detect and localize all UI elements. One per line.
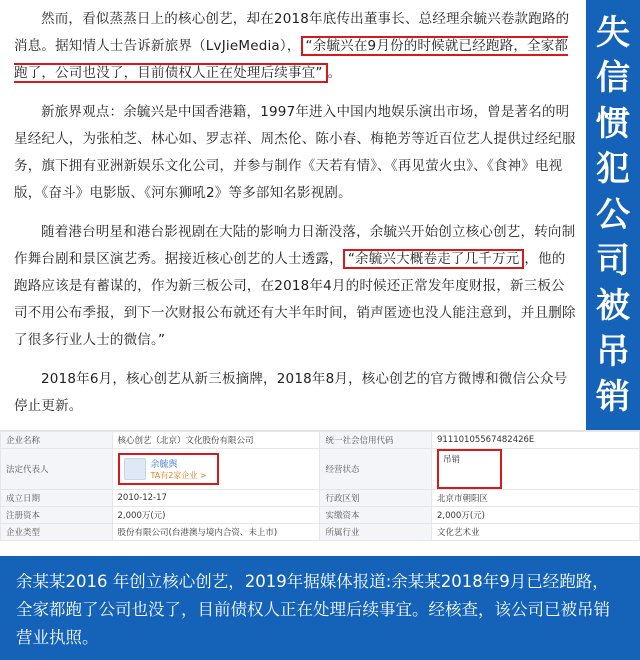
table-row (1, 507, 640, 524)
bottom-summary-banner (0, 556, 640, 660)
banner-char: 犯 (596, 149, 630, 190)
info-table (0, 431, 640, 541)
table-row (1, 432, 640, 449)
field-value: 股份有限公司(台港澳与境内合资、未上市) (112, 524, 320, 541)
field-label: 经营状态 (320, 449, 432, 490)
banner-char: 失 (596, 12, 630, 53)
banner-char: 吊 (596, 331, 630, 372)
field-label: 企业类型 (1, 524, 113, 541)
person-info (151, 457, 207, 481)
field-value: 核心创艺（北京）文化股份有限公司 (112, 432, 320, 449)
quote-highlight-box: “余毓兴在9月份的时候就已经跑路，全家都跑了，公司也没了，目前债权人正在处理后续事宜” (14, 38, 569, 81)
field-value (432, 449, 640, 490)
legal-representative-highlight[interactable] (118, 453, 219, 485)
article-paragraph-2 (14, 99, 578, 207)
field-label: 企业名称 (1, 432, 113, 449)
field-label: 所属行业 (320, 524, 432, 541)
field-value: 文化艺术业 (432, 524, 640, 541)
field-label: 注册资本 (1, 507, 113, 524)
banner-char: 信 (596, 58, 630, 99)
table-row (1, 490, 640, 507)
legal-representative-cell (112, 449, 320, 490)
field-value: 91110105567482426E (432, 432, 640, 449)
field-label: 成立日期 (1, 490, 113, 507)
legal-representative-name[interactable]: 余毓舆 (150, 460, 178, 470)
banner-char: 销 (596, 377, 630, 418)
table-row (1, 524, 640, 541)
field-value: 2,000万(元) (432, 507, 640, 524)
side-title-banner (586, 0, 640, 430)
company-info-table (0, 430, 640, 557)
summary-text: 余某某2016 年创立核心创艺，2019年据媒体报道:余某某2018年9月已经跑路，全家都跑了公司也没了，目前债权人正在处理后续事宜。经核查，该公司已被吊销营业执照。 (16, 572, 610, 647)
paragraph-text: 随着港台明星和港台影视剧在大陆的影响力日渐没落，余毓兴开始创立核心创艺，转向制作舞台剧和景区演艺秀。据接近核心创艺的人士透露， (14, 224, 576, 267)
field-label: 统一社会信用代码 (320, 432, 432, 449)
paragraph-text: 2018年6月，核心创艺从新三板摘牌，2018年8月，核心创艺的官方微博和微信公众号停止更新。 (14, 371, 568, 414)
field-value: 2,000万(元) (112, 507, 320, 524)
banner-char: 公 (596, 194, 630, 235)
banner-char: 被 (596, 286, 630, 327)
field-value: 北京市朝阳区 (432, 490, 640, 507)
paragraph-text: 新旅界观点：余毓兴是中国香港籍，1997年进入中国内地娱乐演出市场，曾是著名的明星经纪人，为张柏芝、林心如、罗志祥、周杰伦、陈小春、梅艳芳等近百位艺人提供过经纪服务，旗下拥有亚洲新娱乐文化公司，并参与制作《天若有情》、《再见萤火虫》、《食神》电视版，《奋斗》电影版、《河东狮吼2》等多部知名影视剧。 (14, 104, 576, 201)
status-highlight-box: 吊销 (437, 449, 502, 489)
article-paragraph-1 (14, 6, 578, 87)
paragraph-text: 然而，看似蒸蒸日上的核心创艺，却在2018年底传出董事长、总经理余毓兴卷款跑路的消息。据知情人士告诉新旅界（LvJieMedia）， (14, 11, 570, 54)
article-paragraph-3 (14, 219, 578, 354)
paragraph-text: 。 (327, 65, 342, 81)
banner-char: 司 (596, 240, 630, 281)
banner-char: 惯 (596, 103, 630, 144)
avatar (124, 458, 146, 480)
field-label: 行政区划 (320, 490, 432, 507)
quote-highlight-box: “余毓兴大概卷走了几千万元 (343, 249, 525, 269)
field-label: 实缴资本 (320, 507, 432, 524)
article-paragraph-4 (14, 366, 578, 420)
paragraph-text: ，他的跑路应该是有蓄谋的，作为新三板公司，在2018年4月的时候还正常发年度财报，新三板公司不用公布季报，到下一次财报公布就还有大半年时间，销声匿迹也没人能注意到，并且删除了很多行业人士的微信。” (14, 251, 576, 348)
field-label: 法定代表人 (1, 449, 113, 490)
field-value: 2010-12-17 (112, 490, 320, 507)
table-row (1, 449, 640, 490)
related-companies-link[interactable]: TA有2家企业 > (150, 471, 207, 480)
